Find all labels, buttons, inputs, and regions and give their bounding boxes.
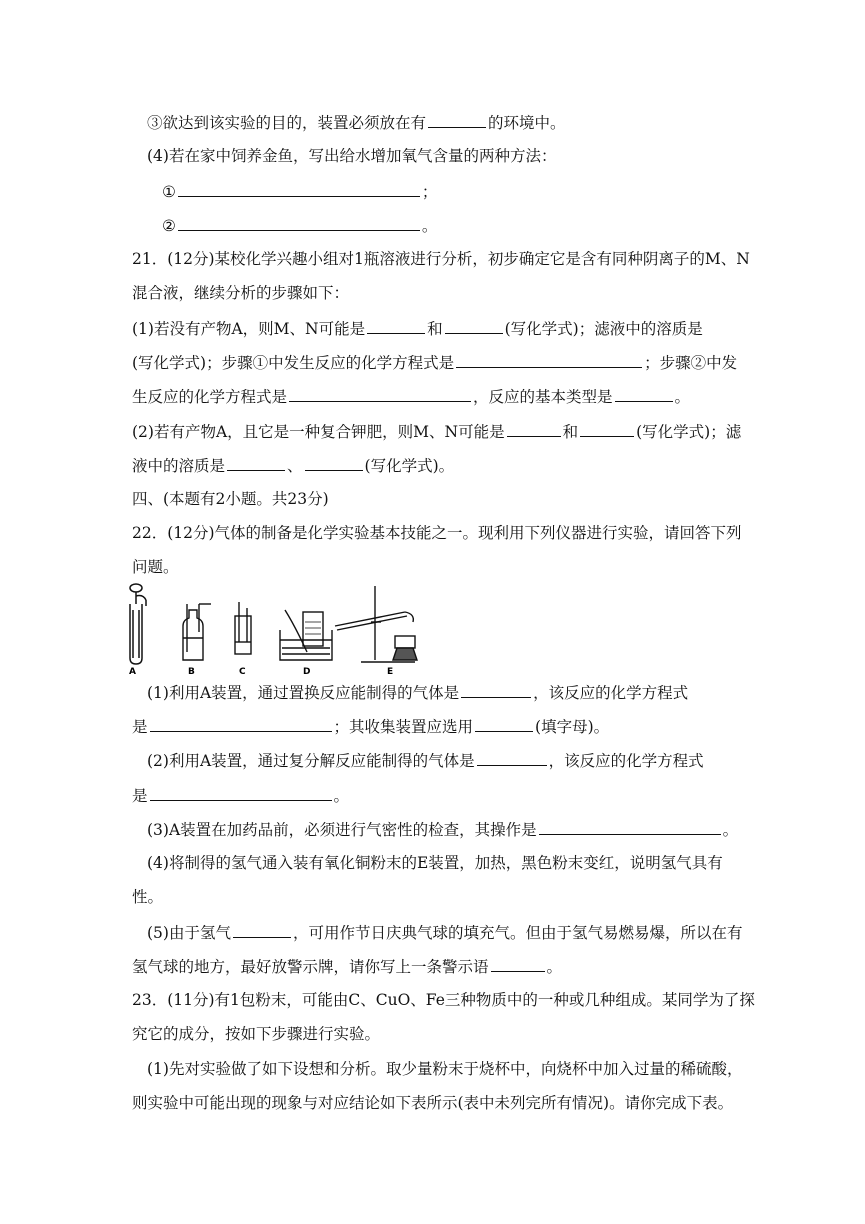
answer-blank[interactable] xyxy=(507,421,561,437)
figure-label-a: A xyxy=(129,667,136,677)
q20-4-answer-1: ① ； xyxy=(162,183,438,201)
q21-stem-1: 21．(12分)某校化学兴趣小组对1瓶溶液进行分析，初步确定它是含有同种阴离子的M、N xyxy=(132,250,750,268)
answer-blank[interactable] xyxy=(456,352,642,368)
apparatus-a xyxy=(130,584,146,664)
q22-5-line-2: 氢气球的地方，最好放警示牌，请你写上一条警示语 。 xyxy=(132,958,563,976)
figure-label-e: E xyxy=(387,667,394,677)
q20-4-answer-2: ② 。 xyxy=(162,217,438,235)
figure-label-c: C xyxy=(239,667,246,677)
q22-5-line-1: (5)由于氢气 ，可用作节日庆典气球的填充气。但由于氢气易燃易爆，所以在有 xyxy=(147,924,743,942)
apparatus-b xyxy=(183,604,211,660)
answer-blank[interactable] xyxy=(150,716,332,732)
q23-stem-2: 究它的成分，按如下步骤进行实验。 xyxy=(132,1025,381,1043)
q21-2-line-2: 液中的溶质是 、 (写化学式)。 xyxy=(132,457,455,475)
q21-1-line-3: 生反应的化学方程式是 ，反应的基本类型是 。 xyxy=(132,388,691,406)
q21-1-line-1: (1)若没有产物A，则M、N可能是 和 (写化学式)；滤液中的溶质是 xyxy=(132,320,703,338)
answer-blank[interactable] xyxy=(475,716,533,732)
q23-1-line-1: (1)先对实验做了如下设想和分析。取少量粉末于烧杯中，向烧杯中加入过量的稀硫酸， xyxy=(147,1060,743,1078)
figure-label-b: B xyxy=(188,667,195,677)
answer-blank[interactable] xyxy=(289,386,471,402)
answer-blank[interactable] xyxy=(367,318,425,334)
q22-1-line-1: (1)利用A装置，通过置换反应能制得的气体是 ，该反应的化学方程式 xyxy=(147,684,689,702)
q22-2-line-1: (2)利用A装置，通过复分解反应能制得的气体是 ，该反应的化学方程式 xyxy=(147,752,704,770)
q21-2-line-1: (2)若有产物A，且它是一种复合钾肥，则M、N可能是 和 (写化学式)；滤 xyxy=(132,423,742,441)
figure-label-d: D xyxy=(303,667,311,677)
q20-3-line: ③欲达到该实验的目的，装置必须放在有 的环境中。 xyxy=(147,114,566,132)
answer-blank[interactable] xyxy=(227,455,285,471)
q22-stem-2: 问题。 xyxy=(132,558,179,576)
section-heading: 四、(本题有2小题。共23分) xyxy=(132,490,329,508)
q22-4-line-2: 性。 xyxy=(132,888,164,906)
answer-blank[interactable] xyxy=(491,956,545,972)
q23-1-line-2: 则实验中可能出现的现象与对应结论如下表所示(表中未列完所有情况)。请你完成下表。 xyxy=(132,1094,734,1112)
q23-stem-1: 23．(11分)有1包粉末，可能由C、CuO、Fe三种物质中的一种或几种组成。某同学为了探 xyxy=(132,991,755,1009)
answer-blank[interactable] xyxy=(178,181,420,197)
apparatus-c xyxy=(235,602,251,654)
answer-blank[interactable] xyxy=(233,922,291,938)
apparatus-e xyxy=(335,586,417,662)
q22-2-line-2: 是 。 xyxy=(132,787,350,805)
q22-1-line-2: 是 ；其收集装置应选用 (填字母)。 xyxy=(132,718,610,736)
answer-blank[interactable] xyxy=(461,682,531,698)
answer-blank[interactable] xyxy=(580,421,634,437)
answer-blank[interactable] xyxy=(150,785,332,801)
answer-blank[interactable] xyxy=(445,318,503,334)
q21-1-line-2: (写化学式)；步骤①中发生反应的化学方程式是 ；步骤②中发 xyxy=(132,354,738,372)
answer-blank[interactable] xyxy=(539,819,721,835)
answer-blank[interactable] xyxy=(428,112,486,128)
apparatus-figure xyxy=(125,582,425,677)
answer-blank[interactable] xyxy=(477,750,547,766)
q20-4-line: (4)若在家中饲养金鱼，写出给水增加氧气含量的两种方法： xyxy=(147,147,557,165)
q22-4-line-1: (4)将制得的氢气通入装有氧化铜粉末的E装置，加热，黑色粉末变红，说明氢气具有 xyxy=(147,854,723,872)
q22-stem-1: 22．(12分)气体的制备是化学实验基本技能之一。现利用下列仪器进行实验，请回答下列 xyxy=(132,524,742,542)
q22-3-line: (3)A装置在加药品前，必须进行气密性的检查，其操作是 。 xyxy=(147,821,739,839)
answer-blank[interactable] xyxy=(178,215,420,231)
answer-blank[interactable] xyxy=(615,386,673,402)
answer-blank[interactable] xyxy=(305,455,363,471)
apparatus-d xyxy=(280,610,332,660)
q21-stem-2: 混合液，继续分析的步骤如下： xyxy=(132,284,350,302)
